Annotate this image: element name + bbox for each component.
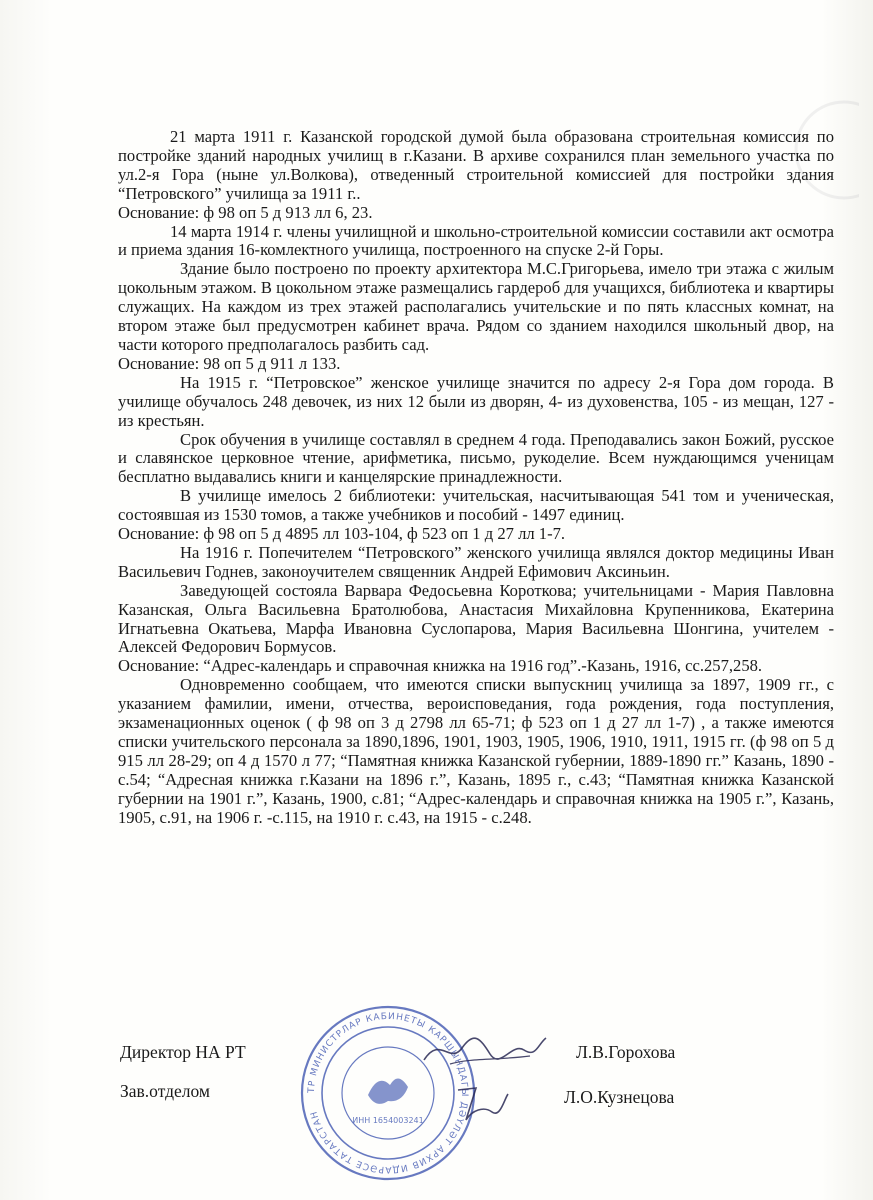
paragraph-7: На 1916 г. Попечителем “Петровского” женского училища являлся доктор медицины Иван Васильевич Годнев, законоучителем священник Андрей Ефимович Аксиньин. — [118, 542, 834, 581]
basis-4: Основание: “Адрес-календарь и справочная книжка на 1916 год”.-Казань, 1916, сс.257,258. — [118, 656, 763, 676]
head-name: Л.О.Кузнецова — [564, 1087, 675, 1107]
letter-body — [118, 128, 834, 828]
head-signature — [452, 1080, 512, 1130]
seal-ring-text: ТР МИНИСТРЛАР КАБИНЕТЫ КАРШЫНДАГЫ ДӘҮЛӘТ АРХИВ ИДАРӘСЕ ТАТАРСТАН — [306, 1011, 470, 1175]
paragraph-6: В училище имелось 2 библиотеки: учительская, насчитывающая 541 том и ученическая, состоявшая из 1530 томов, а также учебников и пособий - 1497 единиц. — [118, 486, 834, 525]
basis-3: Основание: ф 98 оп 5 д 4895 лл 103-104, ф 523 оп 1 д 27 лл 1-7. — [118, 524, 566, 544]
paragraph-2: 14 марта 1914 г. члены училищной и школьно-строительной комиссии составили акт осмотра и приема здания 16-комлектного училища, построенного на спуске 2-й Горы. — [118, 221, 834, 260]
paragraph-3: Здание было построено по проекту архитектора М.С.Григорьева, имело три этажа с жилым цокольным этажом. В цокольном этаже размещались гардероб для учащихся, библиотека и квартиры служащих. На каждом из трех этажей располагались учительские и по пять классных комнат, на втором этаже был предусмотрен кабинет врача. Рядом со зданием находился школьный двор, на части которого предполагалось разбить сад. — [118, 259, 834, 354]
paragraph-9: Одновременно сообщаем, что имеются списки выпускниц училища за 1897, 1909 гг., с указанием фамилии, имени, отчества, вероисповедания, года рождения, года поступления, экзаменационных оценок ( ф 98 оп 3 д 2798 лл 65-71; ф 523 оп 1 д 27 лл 1-7) , а также имеются списки учительского персонала за 1890,1896, 1901, 1903, 1905, 1906, 1910, 1911, 1915 гг. (ф 98 оп 5 д 915 лл 28-29; оп 4 д 1570 л 77; “Памятная книжка Казанской губернии, 1889-1890 гг.” Казань, 1890 - с.54; “Адресная книжка г.Казани на 1896 г.”, Казань, 1895 г., с.43; “Памятная книжка Казанской губернии на 1901 г.”, Казань, 1900, с.81; “Адрес-календарь и справочная книжка на 1905 г.”, Казань, 1905, с.91, на 1906 г. -с.115, на 1910 г. с.43, на 1915 - с.248. — [118, 675, 834, 827]
seal-inn: ИНН 1654003241 — [352, 1116, 424, 1125]
basis-1: Основание: ф 98 оп 5 д 913 лл 6, 23. — [118, 202, 373, 222]
director-title: Директор НА РТ — [120, 1042, 246, 1062]
paragraph-5: Срок обучения в училище составлял в среднем 4 года. Преподавались закон Божий, русское и славянское церковное чтение, арифметика, письмо, рукоделие. Всем нуждающимся ученицам бесплатно выдавались книги и канцелярские принадлежности. — [118, 429, 834, 487]
paragraph-8: Заведующей состояла Варвара Федосьевна Короткова; учительницами - Мария Павловна Казанская, Ольга Васильевна Братолюбова, Анастасия Михайловна Крупенникова, Екатерина Игнатьевна Окатьева, Марфа Ивановна Суслопарова, Мария Васильевна Шонгина, учителем - Алексей Федорович Бормусов. — [118, 580, 834, 657]
basis-2: Основание: 98 оп 5 д 911 л 133. — [118, 353, 341, 373]
director-signature — [420, 1030, 550, 1070]
paragraph-4: На 1915 г. “Петровское” женское училище значится по адресу 2-я Гора дом города. В училище обучалось 248 девочек, из них 12 были из дворян, 4- из духовенства, 105 - из мещан, 127 - из крестьян. — [118, 372, 834, 430]
paragraph-1: 21 марта 1911 г. Казанской городской думой была образована строительная комиссия по постройке зданий народных училищ в г.Казани. В архиве сохранился план земельного участка по ул.2-я Гора (ныне ул.Волкова), отведенный строительной комиссией для постройки здания “Петровского” училища за 1911 г.. — [118, 127, 834, 203]
director-name: Л.В.Горохова — [576, 1042, 676, 1062]
head-title: Зав.отделом — [120, 1081, 211, 1101]
